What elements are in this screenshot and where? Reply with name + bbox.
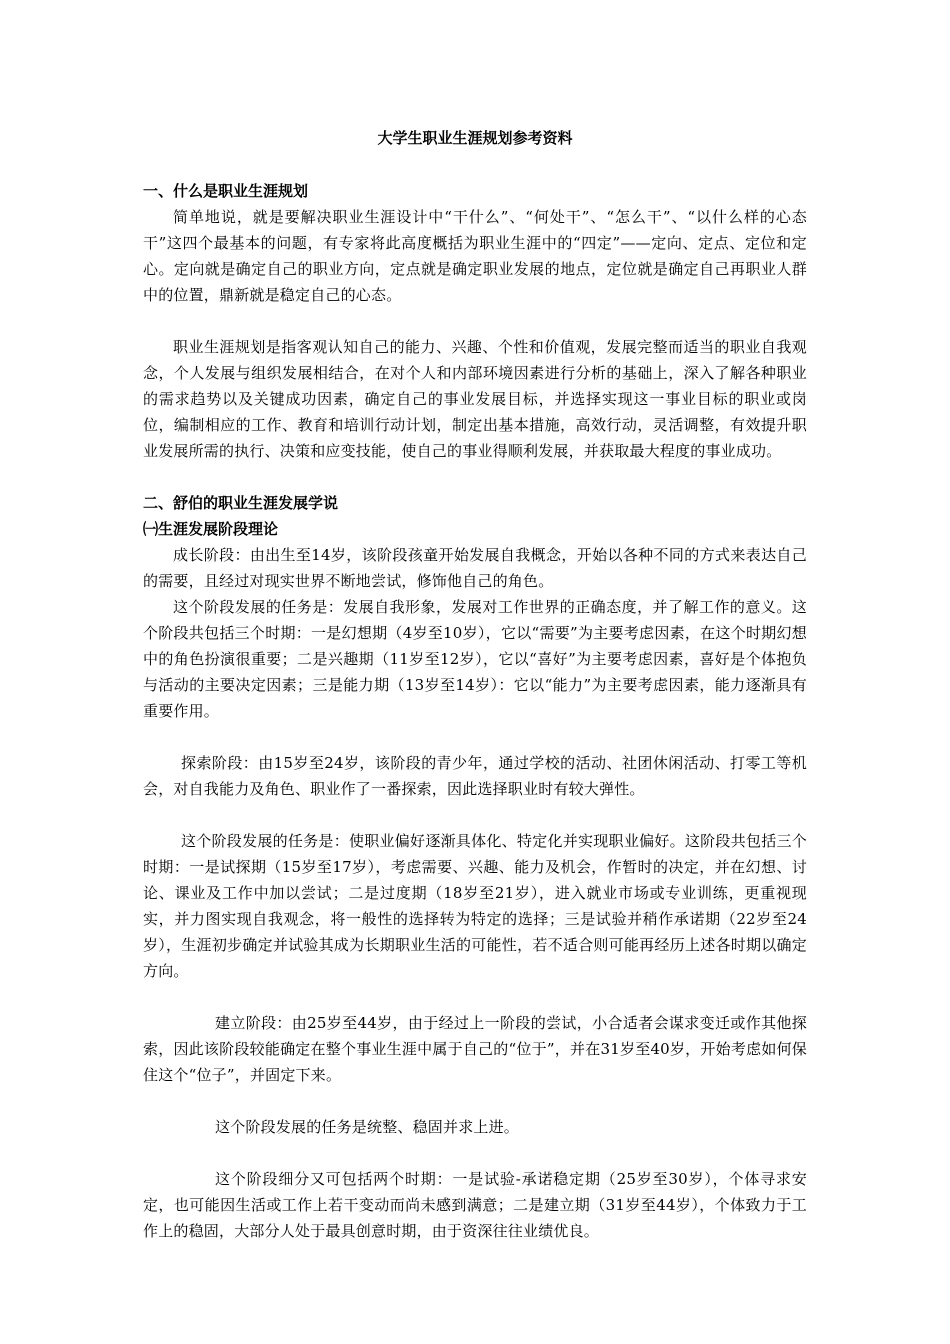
paragraph-gap [143,1140,807,1166]
paragraph-gap [143,308,807,334]
paragraph-career-planning-detail: 职业生涯规划是指客观认知自己的能力、兴趣、个性和价值观，发展完整而适当的职业自我观念，个人发展与组织发展相结合，在对个人和内部环境因素进行分析的基础上，深入了解各种职业的需求趋势以及关键成功因素，确定自己的事业发展目标，并选择实现这一事业目标的职业或岗位，编制相应的工作、教育和培训行动计划，制定出基本措施，高效行动，灵活调整，有效提升职业发展所需的执行、决策和应变技能，使自己的事业得顺利发展，并获取最大程度的事业成功。 [143,338,807,460]
paragraph-exploration-stage: 探索阶段：由15岁至24岁，该阶段的青少年，通过学校的活动、社团休闲活动、打零工等机会，对自我能力及角色、职业作了一番探索，因此选择职业时有较大弹性。 [143,754,807,798]
document-page [143,124,807,1244]
paragraph-gap [143,802,807,828]
subsection-heading-stage-theory: ㈠生涯发展阶段理论 [143,520,279,538]
paragraph-growth-stage: 成长阶段：由出生至14岁，该阶段孩童开始发展自我概念，开始以各种不同的方式来表达自己的需要，且经过对现实世界不断地尝试，修饰他自己的角色。 [143,546,807,590]
document-title: 大学生职业生涯规划参考资料 [377,129,573,147]
paragraph-definition: 简单地说，就是要解决职业生涯设计中“干什么”、“何处干”、“怎么干”、“以什么样的心态干”这四个最基本的问题，有专家将此高度概括为职业生涯中的“四定”——定向、定点、定位和定心。定向就是确定自己的职业方向，定点就是确定职业发展的地点，定位就是确定自己再职业人群中的位置，鼎新就是稳定自己的心态。 [143,208,807,304]
paragraph-establishment-stage: 建立阶段：由25岁至44岁，由于经过上一阶段的尝试，小合适者会谋求变迁或作其他探索，因此该阶段较能确定在整个事业生涯中属于自己的“位于”，并在31岁至40岁，开始考虑如何保住这个“位子”，并固定下来。 [143,1014,807,1084]
paragraph-growth-stage-tasks: 这个阶段发展的任务是：发展自我形象，发展对工作世界的正确态度，并了解工作的意义。这个阶段共包括三个时期：一是幻想期（4岁至10岁），它以“需要”为主要考虑因素，在这个时期幻想中的角色扮演很重要；二是兴趣期（11岁至12岁），它以“喜好”为主要考虑因素，喜好是个体抱负与活动的主要决定因素；三是能力期（13岁至14岁）：它以“能力”为主要考虑因素，能力逐渐具有重要作用。 [143,598,807,720]
section-heading-super-theory: 二、舒伯的职业生涯发展学说 [143,494,339,512]
paragraph-gap [143,984,807,1010]
paragraph-exploration-stage-tasks: 这个阶段发展的任务是：使职业偏好逐渐具体化、特定化并实现职业偏好。这阶段共包括三个时期：一是试探期（15岁至17岁），考虑需要、兴趣、能力及机会，作暂时的决定，并在幻想、讨论、课业及工作中加以尝试；二是过度期（18岁至21岁），进入就业市场或专业训练，更重视现实，并力图实现自我观念，将一般性的选择转为特定的选择；三是试验并稍作承诺期（22岁至24岁），生涯初步确定并试验其成为长期职业生活的可能性，若不适合则可能再经历上述各时期以确定方向。 [143,832,807,980]
paragraph-gap [143,1088,807,1114]
paragraph-gap [143,464,807,490]
paragraph-gap [143,724,807,750]
paragraph-establishment-stage-periods: 这个阶段细分又可包括两个时期：一是试验-承诺稳定期（25岁至30岁），个体寻求安定，也可能因生活或工作上若干变动而尚未感到满意；二是建立期（31岁至44岁），个体致力于工作上的稳固，大部分人处于最具创意时期，由于资深往往业绩优良。 [143,1170,807,1240]
paragraph-establishment-stage-tasks: 这个阶段发展的任务是统整、稳固并求上进。 [215,1118,520,1136]
section-heading-what-is-career-planning: 一、什么是职业生涯规划 [143,182,309,200]
